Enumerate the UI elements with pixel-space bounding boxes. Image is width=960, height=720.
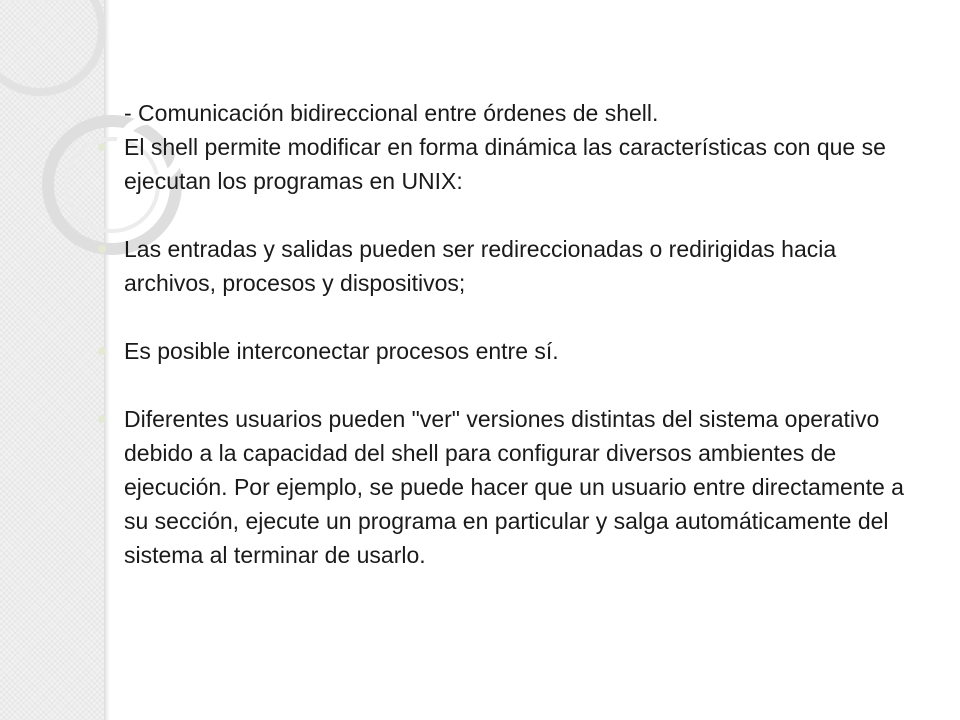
paragraph-intro: - Comunicación bidireccional entre órdenes de shell.	[124, 100, 659, 126]
bullet-shell-modify	[124, 130, 924, 198]
decorative-ring-top	[0, 0, 102, 92]
bullet-icon	[98, 143, 106, 151]
bullet-icon	[98, 245, 106, 253]
bullet-redirection	[124, 232, 924, 300]
bullet-icon	[98, 347, 106, 355]
bullet-text: Es posible interconectar procesos entre sí.	[124, 338, 559, 364]
bullet-text: Las entradas y salidas pueden ser redireccionadas o redirigidas hacia archivos, procesos y dispositivos;	[124, 236, 837, 296]
bullet-interconnect	[124, 334, 924, 368]
bullet-users-versions	[124, 402, 924, 572]
slide-body	[124, 96, 924, 572]
bullet-icon	[98, 415, 106, 423]
bullet-text: El shell permite modificar en forma dinámica las características con que se ejecutan los programas en UNIX:	[124, 134, 886, 194]
bullet-text: Diferentes usuarios pueden "ver" versiones distintas del sistema operativo debido a la capacidad del shell para configurar diversos ambientes de ejecución. Por ejemplo, se puede hacer que un usuario entre directamente a su sección, ejecute un programa en particular y salga automáticamente del sistema al terminar de usarlo.	[124, 406, 904, 568]
